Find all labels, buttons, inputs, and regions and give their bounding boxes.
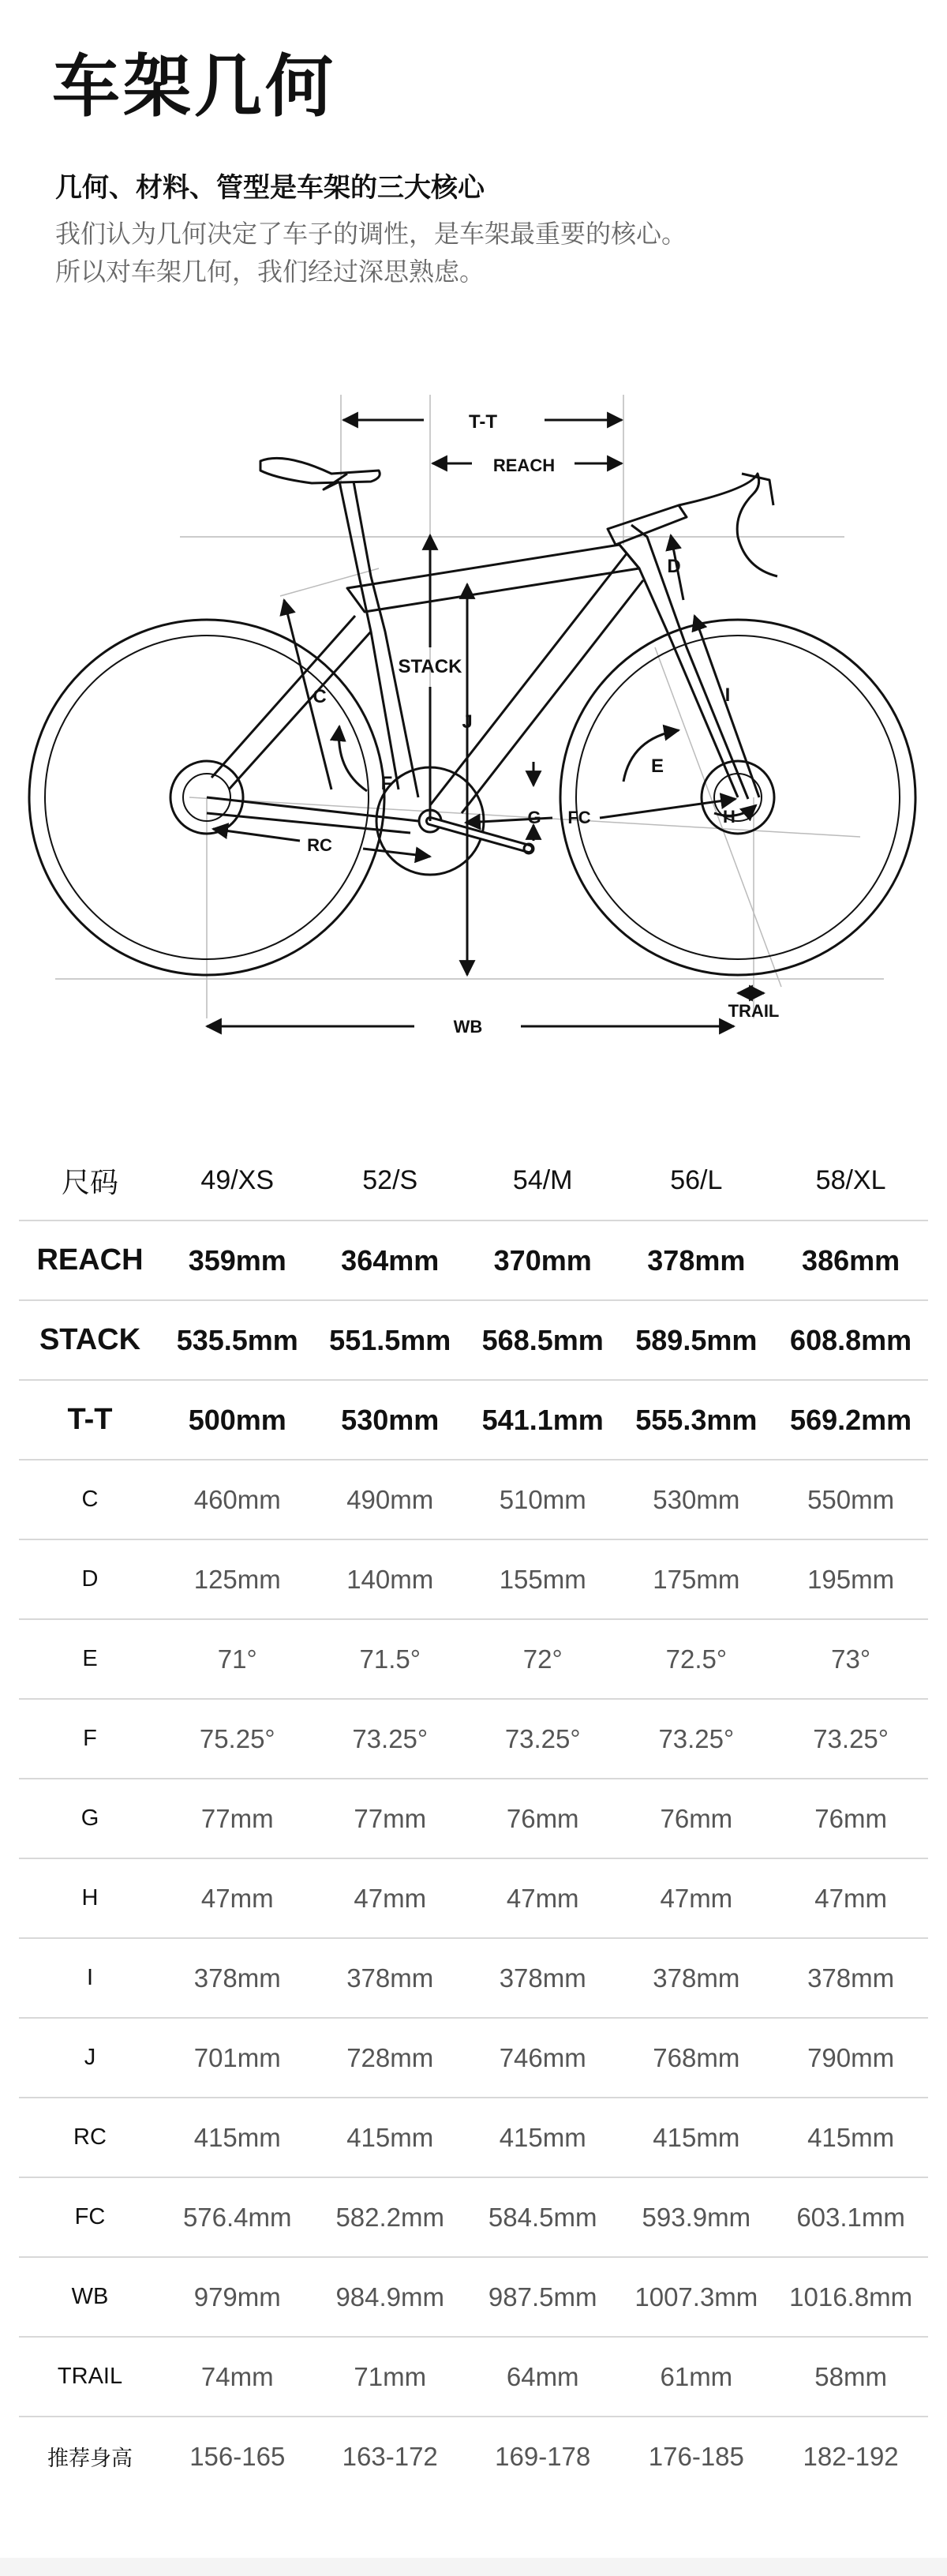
- table-cell: 370mm: [466, 1221, 619, 1300]
- row-label: I: [19, 1938, 161, 2018]
- table-row: [19, 2018, 928, 2098]
- row-label: H: [19, 1858, 161, 1938]
- table-body: [19, 1221, 928, 2495]
- footer-strip: [0, 2558, 947, 2576]
- table-cell: 364mm: [313, 1221, 466, 1300]
- table-cell: 415mm: [313, 2098, 466, 2177]
- table-cell: 182-192: [803, 2441, 899, 2471]
- table-cell: 555.3mm: [619, 1380, 773, 1460]
- label-fc: FC: [567, 808, 591, 827]
- table-row: [19, 1619, 928, 1699]
- section-description: [55, 215, 687, 291]
- table-cell: 71.5°: [313, 1619, 466, 1699]
- table-cell: 569.2mm: [773, 1380, 928, 1460]
- label-reach: REACH: [492, 456, 556, 475]
- table-cell: 790mm: [773, 2018, 928, 2098]
- label-c: C: [313, 686, 327, 707]
- table-cell: 73°: [773, 1619, 928, 1699]
- row-label: C: [19, 1460, 161, 1539]
- header-size: 54/M: [466, 1142, 619, 1221]
- table-cell: 576.4mm: [161, 2177, 313, 2257]
- table-cell: 47mm: [619, 1858, 773, 1938]
- frame-geometry-diagram: [0, 371, 947, 1042]
- table-cell: 169-178: [495, 2441, 591, 2471]
- table-cell: 603.1mm: [773, 2177, 928, 2257]
- page-title: 车架几何: [52, 47, 336, 126]
- table-cell: 378mm: [313, 1938, 466, 2018]
- table-cell: 415mm: [773, 2098, 928, 2177]
- table-row: [19, 2417, 928, 2495]
- label-j: J: [462, 711, 473, 733]
- geometry-table: [19, 1142, 928, 2495]
- label-trail: TRAIL: [728, 1001, 780, 1021]
- row-label: E: [19, 1619, 161, 1699]
- table-cell: 582.2mm: [313, 2177, 466, 2257]
- description-line: 我们认为几何决定了车子的调性，是车架最重要的核心。: [55, 219, 687, 249]
- table-cell: 510mm: [466, 1460, 619, 1539]
- table-cell: 386mm: [773, 1221, 928, 1300]
- table-cell: 163-172: [342, 2441, 438, 2471]
- label-tt: T-T: [469, 411, 497, 433]
- table-row: [19, 1779, 928, 1858]
- table-cell: 415mm: [466, 2098, 619, 2177]
- table-cell: 415mm: [619, 2098, 773, 2177]
- table-cell: 541.1mm: [466, 1380, 619, 1460]
- table-cell: 73.25°: [619, 1699, 773, 1779]
- table-cell: 47mm: [466, 1858, 619, 1938]
- table-row: [19, 1460, 928, 1539]
- table-cell: 73.25°: [313, 1699, 466, 1779]
- table-cell: 593.9mm: [619, 2177, 773, 2257]
- table-row: [19, 2337, 928, 2417]
- table-cell: 1016.8mm: [773, 2257, 928, 2337]
- table-cell: 550mm: [773, 1460, 928, 1539]
- table-cell: 530mm: [619, 1460, 773, 1539]
- row-label: T-T: [19, 1380, 161, 1460]
- row-label: F: [19, 1699, 161, 1779]
- table-cell: 979mm: [161, 2257, 313, 2337]
- table-cell: 415mm: [161, 2098, 313, 2177]
- description-line: 所以对车架几何，我们经过深思熟虑。: [55, 257, 485, 287]
- table-cell: 378mm: [619, 1938, 773, 2018]
- table-cell: 156-165: [189, 2441, 286, 2471]
- header-size-label: 尺码: [19, 1142, 161, 1221]
- table-cell: 74mm: [161, 2337, 313, 2417]
- table-cell: 71mm: [313, 2337, 466, 2417]
- table-cell: 73.25°: [466, 1699, 619, 1779]
- table-row: [19, 1699, 928, 1779]
- table-cell: 378mm: [619, 1221, 773, 1300]
- row-label: J: [19, 2018, 161, 2098]
- table-cell: 746mm: [466, 2018, 619, 2098]
- table-cell: 64mm: [466, 2337, 619, 2417]
- table-cell: 47mm: [773, 1858, 928, 1938]
- table-row: [19, 2098, 928, 2177]
- table-cell: 359mm: [161, 1221, 313, 1300]
- table-cell: 378mm: [773, 1938, 928, 2018]
- table-cell: 125mm: [161, 1539, 313, 1619]
- table-cell: 378mm: [466, 1938, 619, 2018]
- row-label: D: [19, 1539, 161, 1619]
- label-h: H: [723, 807, 736, 827]
- label-stack: STACK: [398, 656, 462, 677]
- table-cell: 584.5mm: [466, 2177, 619, 2257]
- table-row: [19, 1300, 928, 1380]
- row-label: RC: [19, 2098, 161, 2177]
- table-row: [19, 1221, 928, 1300]
- table-cell: 530mm: [313, 1380, 466, 1460]
- label-d: D: [667, 556, 681, 577]
- row-label: G: [19, 1779, 161, 1858]
- row-label: WB: [19, 2257, 161, 2337]
- table-cell: 72°: [466, 1619, 619, 1699]
- table-cell: 568.5mm: [466, 1300, 619, 1380]
- table-cell: 77mm: [161, 1779, 313, 1858]
- table-cell: 47mm: [161, 1858, 313, 1938]
- row-label: FC: [19, 2177, 161, 2257]
- table-cell: 551.5mm: [313, 1300, 466, 1380]
- table-cell: 378mm: [161, 1938, 313, 2018]
- table-row: [19, 1858, 928, 1938]
- table-cell: 500mm: [161, 1380, 313, 1460]
- table-cell: 61mm: [619, 2337, 773, 2417]
- table-cell: 1007.3mm: [619, 2257, 773, 2337]
- header-size: 49/XS: [161, 1142, 313, 1221]
- reference-lines: [55, 395, 884, 1018]
- table-cell: 460mm: [161, 1460, 313, 1539]
- table-cell: 76mm: [619, 1779, 773, 1858]
- table-cell: 176-185: [648, 2441, 744, 2471]
- table-cell: 76mm: [773, 1779, 928, 1858]
- section-subtitle: 几何、材料、管型是车架的三大核心: [55, 172, 485, 204]
- label-wb: WB: [453, 1017, 483, 1037]
- table-cell: 76mm: [466, 1779, 619, 1858]
- label-i: I: [724, 684, 731, 706]
- table-cell: 175mm: [619, 1539, 773, 1619]
- table-cell: 71°: [161, 1619, 313, 1699]
- table-cell: 75.25°: [161, 1699, 313, 1779]
- table-cell: 58mm: [773, 2337, 928, 2417]
- table-cell: 140mm: [313, 1539, 466, 1619]
- table-cell: 73.25°: [773, 1699, 928, 1779]
- label-rc: RC: [307, 835, 332, 855]
- table-cell: 768mm: [619, 2018, 773, 2098]
- header-size: 56/L: [619, 1142, 773, 1221]
- table-cell: 77mm: [313, 1779, 466, 1858]
- row-label: 推荐身高: [47, 2447, 133, 2471]
- table-row: [19, 2257, 928, 2337]
- label-g: G: [527, 808, 541, 827]
- table-row: [19, 1380, 928, 1460]
- header-size: 58/XL: [773, 1142, 928, 1221]
- table-cell: 701mm: [161, 2018, 313, 2098]
- table-cell: 47mm: [313, 1858, 466, 1938]
- table-cell: 984.9mm: [313, 2257, 466, 2337]
- table-cell: 155mm: [466, 1539, 619, 1619]
- bike-frame: [207, 458, 777, 833]
- table-cell: 535.5mm: [161, 1300, 313, 1380]
- label-e: E: [650, 756, 664, 777]
- table-row: [19, 1539, 928, 1619]
- row-label: TRAIL: [19, 2337, 161, 2417]
- table-cell: 987.5mm: [466, 2257, 619, 2337]
- table-row: [19, 2177, 928, 2257]
- row-label: REACH: [19, 1221, 161, 1300]
- table-cell: 608.8mm: [773, 1300, 928, 1380]
- table-cell: 195mm: [773, 1539, 928, 1619]
- table-cell: 490mm: [313, 1460, 466, 1539]
- row-label: STACK: [19, 1300, 161, 1380]
- table-row: [19, 1938, 928, 2018]
- table-cell: 589.5mm: [619, 1300, 773, 1380]
- table-cell: 72.5°: [619, 1619, 773, 1699]
- label-f: F: [380, 773, 393, 794]
- table-cell: 728mm: [313, 2018, 466, 2098]
- table-header-row: [19, 1142, 928, 1221]
- header-size: 52/S: [313, 1142, 466, 1221]
